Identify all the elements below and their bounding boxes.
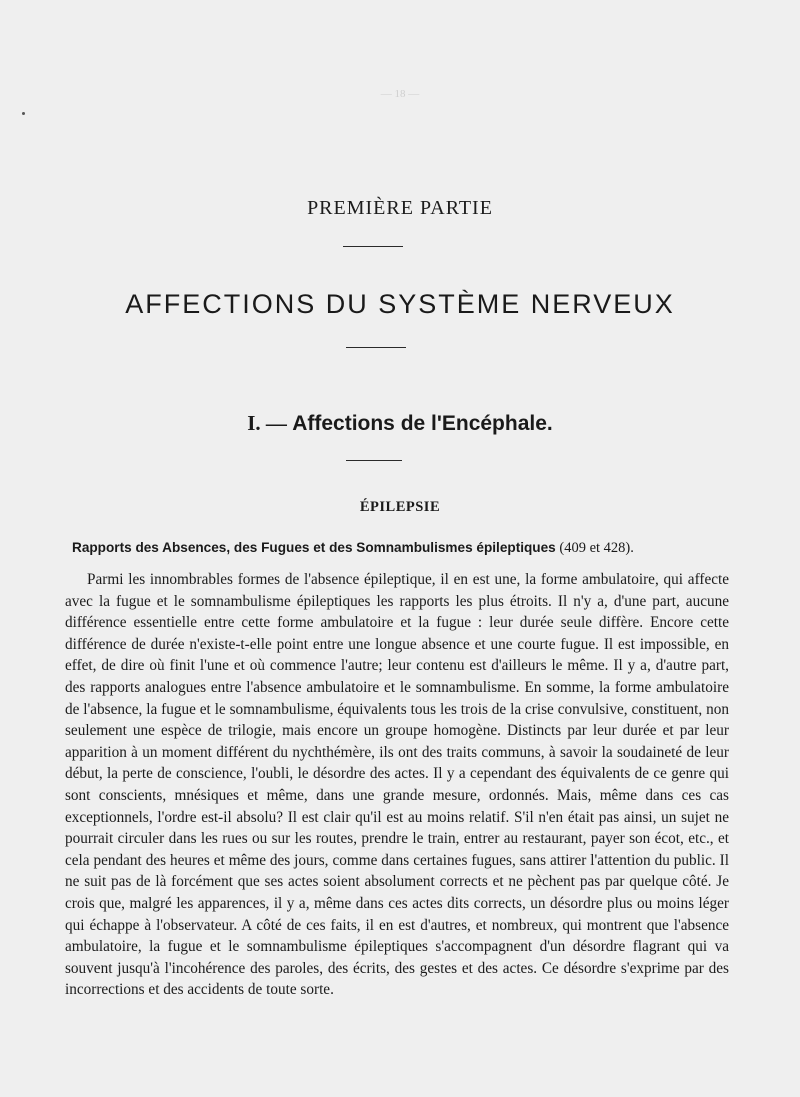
section-title: AFFECTIONS DU SYSTÈME NERVEUX <box>125 289 675 319</box>
topic-title: ÉPILEPSIE <box>359 499 441 515</box>
page-number: — 18 — <box>380 88 420 100</box>
part-title: PREMIÈRE PARTIE <box>307 197 493 219</box>
chapter-title <box>0 411 800 436</box>
chapter-name: Affections de l'Encéphale. <box>292 412 553 435</box>
body-paragraph: Parmi les innombrables formes de l'absence épileptique, il en est une, la forme ambulatoire, qui affecte avec la fugue et le somnambulisme épileptiques les rapports les plus étroits. Il n'y a, d'une part, aucune différence essentielle entre cette forme ambulatoire et la fugue : leur durée seule diffère. Encore cette différence de durée n'existe-t-elle point entre une longue absence et une courte fugue. Il est impossible, en effet, de dire où finit l'une et où commence l'autre; leur contenu est d'ailleurs le même. Il y a, d'autre part, des rapports analogues entre l'absence ambulatoire et le somnambulisme. En somme, la forme ambulatoire de l'absence, la fugue et le somnambulisme, équivalents tous les trois de la crise convulsive, constituent, non seulement une espèce de trilogie, mais encore un groupe homogène. Distincts par leur durée et par leur apparition à un moment différent du nychthémère, ils ont des traits communs, à savoir la soudaineté de leur début, la perte de conscience, l'oubli, le désordre des actes. Il y a cependant des équivalents de ce genre qui sont conscients, mnésiques et même, dans une grande mesure, ordonnés. Mais, même dans ces cas exceptionnels, l'ordre est-il absolu? Il est clair qu'il est au moins relatif. S'il n'en était pas ainsi, un sujet ne pourrait circuler dans les rues ou sur les routes, prendre le train, entrer au restaurant, payer son écot, etc., et cela pendant des heures et même des jours, comme dans certaines fugues, sans attirer l'attention du public. Il ne suit pas de là forcément que ses actes soient absolument corrects et ne pèchent pas par quelque côté. Je crois que, malgré les apparences, il y a, même dans ces actes dits corrects, un désordre plus ou moins léger qui échappe à l'observateur. A côté de ces faits, il en est d'autres, et nombreux, qui montrent que l'absence ambulatoire, la fugue et le somnambulisme épileptiques s'accompagnent d'un désordre flagrant qui va souvent jusqu'à l'incohérence des paroles, des écrits, des gestes et des actes. Ce désordre s'exprime par des incorrections et des accidents de toute sorte. <box>65 571 729 999</box>
ink-mark <box>22 112 25 115</box>
subsection-title: Rapports des Absences, des Fugues et des Somnambulismes épileptiques <box>72 540 556 555</box>
divider-rule <box>343 246 403 247</box>
subsection-reference: (409 et 428). <box>559 540 634 556</box>
divider-rule <box>346 347 406 348</box>
chapter-number: I. — <box>247 411 287 435</box>
subsection-heading <box>72 540 728 557</box>
divider-rule <box>346 460 402 461</box>
